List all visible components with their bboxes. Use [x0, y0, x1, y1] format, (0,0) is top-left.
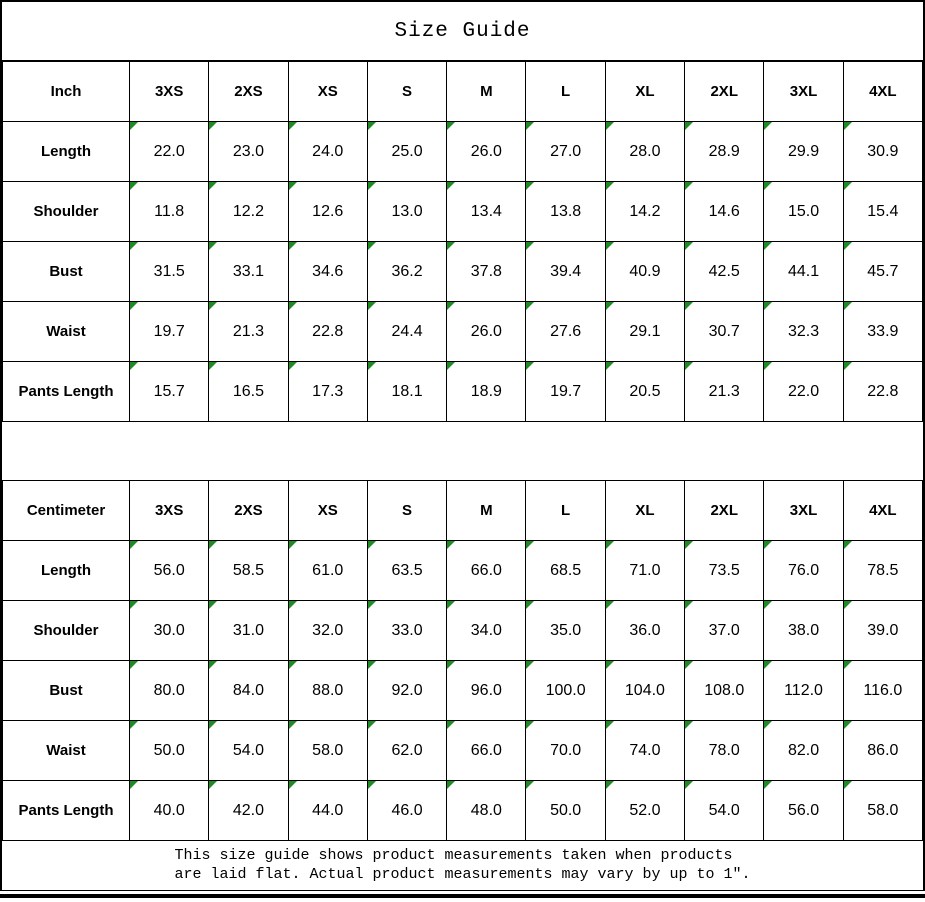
- unit-header-cell: Centimeter: [3, 481, 130, 541]
- value-cell: 36.0: [605, 601, 684, 661]
- value-cell: 15.0: [764, 182, 843, 242]
- value-cell: 22.8: [843, 362, 922, 422]
- size-header-cell: 4XL: [843, 62, 922, 122]
- value-cell: 17.3: [288, 362, 367, 422]
- value-cell: 21.3: [209, 302, 288, 362]
- value-cell: 21.3: [685, 362, 764, 422]
- value-cell: 12.6: [288, 182, 367, 242]
- size-header-cell: 2XL: [685, 481, 764, 541]
- table-row: [3, 362, 923, 422]
- row-label-cell: Length: [3, 541, 130, 601]
- value-cell: 19.7: [526, 362, 605, 422]
- value-cell: 33.1: [209, 242, 288, 302]
- value-cell: 30.7: [685, 302, 764, 362]
- value-cell: 19.7: [130, 302, 209, 362]
- value-cell: 71.0: [605, 541, 684, 601]
- size-header-cell: L: [526, 62, 605, 122]
- value-cell: 16.5: [209, 362, 288, 422]
- size-header-cell: 2XL: [685, 62, 764, 122]
- row-label-cell: Length: [3, 122, 130, 182]
- size-header-cell: 3XL: [764, 481, 843, 541]
- value-cell: 33.9: [843, 302, 922, 362]
- value-cell: 88.0: [288, 661, 367, 721]
- row-label-cell: Waist: [3, 302, 130, 362]
- value-cell: 34.6: [288, 242, 367, 302]
- value-cell: 92.0: [367, 661, 446, 721]
- size-header-cell: XL: [605, 481, 684, 541]
- value-cell: 74.0: [605, 721, 684, 781]
- value-cell: 44.0: [288, 781, 367, 841]
- value-cell: 42.0: [209, 781, 288, 841]
- value-cell: 32.3: [764, 302, 843, 362]
- value-cell: 29.9: [764, 122, 843, 182]
- value-cell: 38.0: [764, 601, 843, 661]
- value-cell: 45.7: [843, 242, 922, 302]
- header-row: [3, 62, 923, 122]
- value-cell: 22.0: [764, 362, 843, 422]
- value-cell: 61.0: [288, 541, 367, 601]
- table-row: [3, 661, 923, 721]
- value-cell: 58.0: [288, 721, 367, 781]
- value-cell: 20.5: [605, 362, 684, 422]
- table-row: [3, 242, 923, 302]
- value-cell: 46.0: [367, 781, 446, 841]
- value-cell: 66.0: [447, 541, 526, 601]
- value-cell: 39.0: [843, 601, 922, 661]
- size-guide-title: Size Guide: [2, 2, 923, 61]
- row-label-cell: Shoulder: [3, 182, 130, 242]
- value-cell: 31.0: [209, 601, 288, 661]
- value-cell: 30.9: [843, 122, 922, 182]
- value-cell: 63.5: [367, 541, 446, 601]
- value-cell: 27.0: [526, 122, 605, 182]
- value-cell: 86.0: [843, 721, 922, 781]
- value-cell: 27.6: [526, 302, 605, 362]
- size-header-cell: L: [526, 481, 605, 541]
- value-cell: 62.0: [367, 721, 446, 781]
- value-cell: 30.0: [130, 601, 209, 661]
- centimeter-table: [2, 480, 923, 841]
- value-cell: 82.0: [764, 721, 843, 781]
- value-cell: 112.0: [764, 661, 843, 721]
- value-cell: 96.0: [447, 661, 526, 721]
- value-cell: 11.8: [130, 182, 209, 242]
- value-cell: 22.8: [288, 302, 367, 362]
- table-row: [3, 601, 923, 661]
- value-cell: 25.0: [367, 122, 446, 182]
- value-cell: 37.0: [685, 601, 764, 661]
- value-cell: 23.0: [209, 122, 288, 182]
- value-cell: 44.1: [764, 242, 843, 302]
- size-header-cell: XS: [288, 481, 367, 541]
- value-cell: 15.4: [843, 182, 922, 242]
- value-cell: 33.0: [367, 601, 446, 661]
- inch-table: [2, 61, 923, 422]
- value-cell: 40.0: [130, 781, 209, 841]
- row-label-cell: Bust: [3, 242, 130, 302]
- value-cell: 54.0: [209, 721, 288, 781]
- value-cell: 73.5: [685, 541, 764, 601]
- table-row: [3, 541, 923, 601]
- value-cell: 37.8: [447, 242, 526, 302]
- value-cell: 42.5: [685, 242, 764, 302]
- value-cell: 56.0: [764, 781, 843, 841]
- value-cell: 15.7: [130, 362, 209, 422]
- value-cell: 26.0: [447, 122, 526, 182]
- spacer-row: [2, 422, 923, 480]
- value-cell: 39.4: [526, 242, 605, 302]
- value-cell: 50.0: [526, 781, 605, 841]
- value-cell: 13.8: [526, 182, 605, 242]
- value-cell: 54.0: [685, 781, 764, 841]
- table-row: [3, 302, 923, 362]
- value-cell: 80.0: [130, 661, 209, 721]
- measurement-note-line1: This size guide shows product measurements taken when products: [174, 846, 733, 864]
- size-header-cell: S: [367, 62, 446, 122]
- value-cell: 18.1: [367, 362, 446, 422]
- value-cell: 28.9: [685, 122, 764, 182]
- row-label-cell: Pants Length: [3, 362, 130, 422]
- size-header-cell: 2XS: [209, 481, 288, 541]
- value-cell: 14.2: [605, 182, 684, 242]
- value-cell: 68.5: [526, 541, 605, 601]
- table-row: [3, 122, 923, 182]
- size-header-cell: 4XL: [843, 481, 922, 541]
- size-header-cell: M: [447, 481, 526, 541]
- measurement-note: [2, 841, 923, 890]
- value-cell: 78.5: [843, 541, 922, 601]
- table-row: [3, 182, 923, 242]
- value-cell: 34.0: [447, 601, 526, 661]
- row-label-cell: Shoulder: [3, 601, 130, 661]
- size-header-cell: 2XS: [209, 62, 288, 122]
- value-cell: 50.0: [130, 721, 209, 781]
- value-cell: 40.9: [605, 242, 684, 302]
- unit-header-cell: Inch: [3, 62, 130, 122]
- size-header-cell: M: [447, 62, 526, 122]
- value-cell: 13.0: [367, 182, 446, 242]
- measurement-note-text: [174, 846, 750, 884]
- value-cell: 13.4: [447, 182, 526, 242]
- value-cell: 56.0: [130, 541, 209, 601]
- value-cell: 12.2: [209, 182, 288, 242]
- size-header-cell: 3XS: [130, 481, 209, 541]
- size-header-cell: XL: [605, 62, 684, 122]
- value-cell: 58.5: [209, 541, 288, 601]
- value-cell: 36.2: [367, 242, 446, 302]
- value-cell: 24.4: [367, 302, 446, 362]
- table-row: [3, 721, 923, 781]
- bottom-rule: [0, 894, 925, 898]
- value-cell: 108.0: [685, 661, 764, 721]
- value-cell: 22.0: [130, 122, 209, 182]
- value-cell: 66.0: [447, 721, 526, 781]
- value-cell: 84.0: [209, 661, 288, 721]
- row-label-cell: Waist: [3, 721, 130, 781]
- value-cell: 26.0: [447, 302, 526, 362]
- value-cell: 100.0: [526, 661, 605, 721]
- table-row: [3, 781, 923, 841]
- value-cell: 29.1: [605, 302, 684, 362]
- row-label-cell: Bust: [3, 661, 130, 721]
- value-cell: 52.0: [605, 781, 684, 841]
- value-cell: 116.0: [843, 661, 922, 721]
- value-cell: 104.0: [605, 661, 684, 721]
- size-header-cell: S: [367, 481, 446, 541]
- value-cell: 58.0: [843, 781, 922, 841]
- value-cell: 18.9: [447, 362, 526, 422]
- value-cell: 31.5: [130, 242, 209, 302]
- value-cell: 28.0: [605, 122, 684, 182]
- value-cell: 70.0: [526, 721, 605, 781]
- value-cell: 48.0: [447, 781, 526, 841]
- value-cell: 24.0: [288, 122, 367, 182]
- size-header-cell: XS: [288, 62, 367, 122]
- measurement-note-line2: are laid flat. Actual product measurements may vary by up to 1″.: [174, 865, 751, 883]
- size-header-cell: 3XS: [130, 62, 209, 122]
- value-cell: 35.0: [526, 601, 605, 661]
- value-cell: 14.6: [685, 182, 764, 242]
- size-header-cell: 3XL: [764, 62, 843, 122]
- row-label-cell: Pants Length: [3, 781, 130, 841]
- value-cell: 32.0: [288, 601, 367, 661]
- value-cell: 78.0: [685, 721, 764, 781]
- header-row: [3, 481, 923, 541]
- value-cell: 76.0: [764, 541, 843, 601]
